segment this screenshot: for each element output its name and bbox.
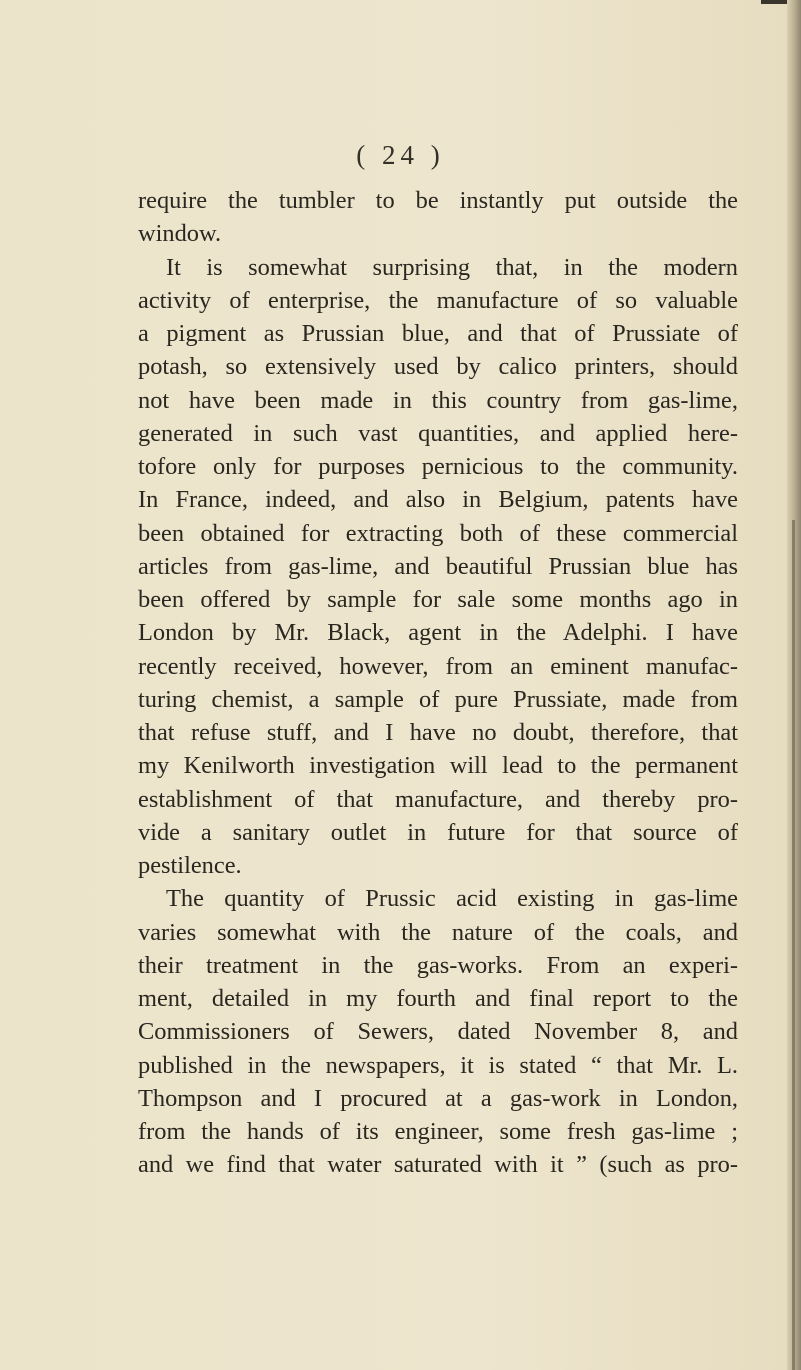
text-line: and we find that water saturated with it ” (such as pro-: [138, 1151, 738, 1179]
text-line: window.: [138, 220, 222, 248]
text-line: published in the newspapers, it is stated “ that Mr. L.: [138, 1051, 738, 1079]
text-line: activity of enterprise, the manufacture of so valuable: [138, 286, 738, 314]
text-line: In France, indeed, and also in Belgium, patents have: [138, 486, 738, 514]
text-line: potash, so extensively used by calico printers, should: [138, 353, 738, 381]
text-line: The quantity of Prussic acid existing in gas-lime: [166, 885, 738, 913]
text-line: turing chemist, a sample of pure Prussiate, made from: [138, 685, 738, 713]
text-line: a pigment as Prussian blue, and that of Prussiate of: [138, 320, 738, 347]
text-line: been obtained for extracting both of these commercial: [138, 519, 738, 547]
text-line: Commissioners of Sewers, dated November 8, and: [138, 1018, 738, 1046]
body-text: [138, 184, 738, 1182]
text-line: articles from gas-lime, and beautiful Prussian blue has: [138, 552, 738, 580]
text-line: recently received, however, from an eminent manufac-: [138, 652, 738, 680]
text-line: ment, detailed in my fourth and final report to the: [138, 985, 738, 1012]
text-line: that refuse stuff, and I have no doubt, therefore, that: [138, 719, 738, 746]
text-line: my Kenilworth investigation will lead to the permanent: [138, 752, 738, 780]
page-edge-line: [792, 520, 795, 1370]
text-line: London by Mr. Black, agent in the Adelphi. I have: [138, 619, 738, 647]
text-line: generated in such vast quantities, and applied here-: [138, 419, 738, 447]
text-line: been offered by sample for sale some months ago in: [138, 586, 738, 613]
text-line: their treatment in the gas-works. From an experi-: [138, 951, 738, 979]
text-line: not have been made in this country from gas-lime,: [138, 386, 738, 414]
text-line: tofore only for purposes pernicious to the community.: [138, 453, 738, 480]
text-line: Thompson and I procured at a gas-work in London,: [138, 1084, 738, 1112]
text-line: varies somewhat with the nature of the coals, and: [138, 918, 738, 946]
text-line: vide a sanitary outlet in future for that source of: [138, 818, 738, 846]
text-line: pestilence.: [138, 852, 242, 879]
text-line: establishment of that manufacture, and thereby pro-: [138, 785, 738, 813]
page-number: ( 24 ): [356, 140, 445, 170]
text-line: It is somewhat surprising that, in the modern: [166, 253, 738, 281]
text-line: from the hands of its engineer, some fresh gas-lime ;: [138, 1118, 738, 1145]
text-line: require the tumbler to be instantly put outside the: [138, 187, 738, 214]
